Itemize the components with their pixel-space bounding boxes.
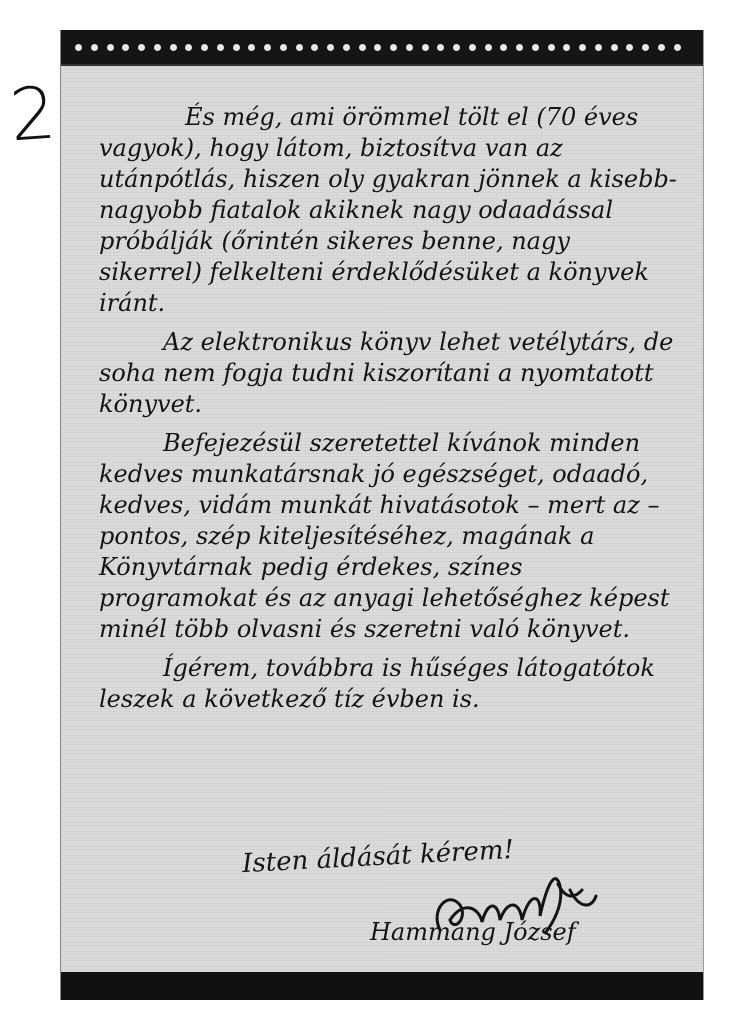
closing-line: Isten áldását kérem! (241, 834, 515, 880)
spiral-holes (75, 42, 681, 52)
letter-body (99, 102, 679, 723)
letter-paragraph-4: Ígérem, továbbra is hűséges látogatótok leszek a következő tíz évben is. (99, 654, 655, 713)
letter-paragraph-3: Befejezésül szeretettel kívánok minden kedves munkatársnak jó egészséget, odaadó, kedves, vidám munkát hivatásotok – mert az – pontos, szép kiteljesítéséhez, magának a Könyvtárnak pedig érdekes, színes programokat és az anyagi lehetőséghez képest minél több olvasni és szeretni való könyvet. (99, 429, 670, 643)
letter-paragraph-1: És még, ami örömmel tölt el (70 éves vagyok), hogy látom, biztosítva van az utánpótlás, hiszen oly gyakran jönnek a kisebb-nagyobb fiatalok akiknek nagy odaadással próbálják (őrintén sikeres benne, nagy sikerrel) felkelteni érdeklődésüket a könyvek iránt. (99, 103, 677, 317)
bottom-edge (61, 972, 703, 1000)
signer-name: Hammang József (370, 918, 576, 946)
page-number: 2 (7, 70, 59, 158)
letter-paragraph-2: Az elektronikus könyv lehet vetélytárs, de soha nem fogja tudni kiszorítani a nyomtatott könyvet. (99, 328, 674, 418)
spiral-binding (61, 30, 703, 66)
